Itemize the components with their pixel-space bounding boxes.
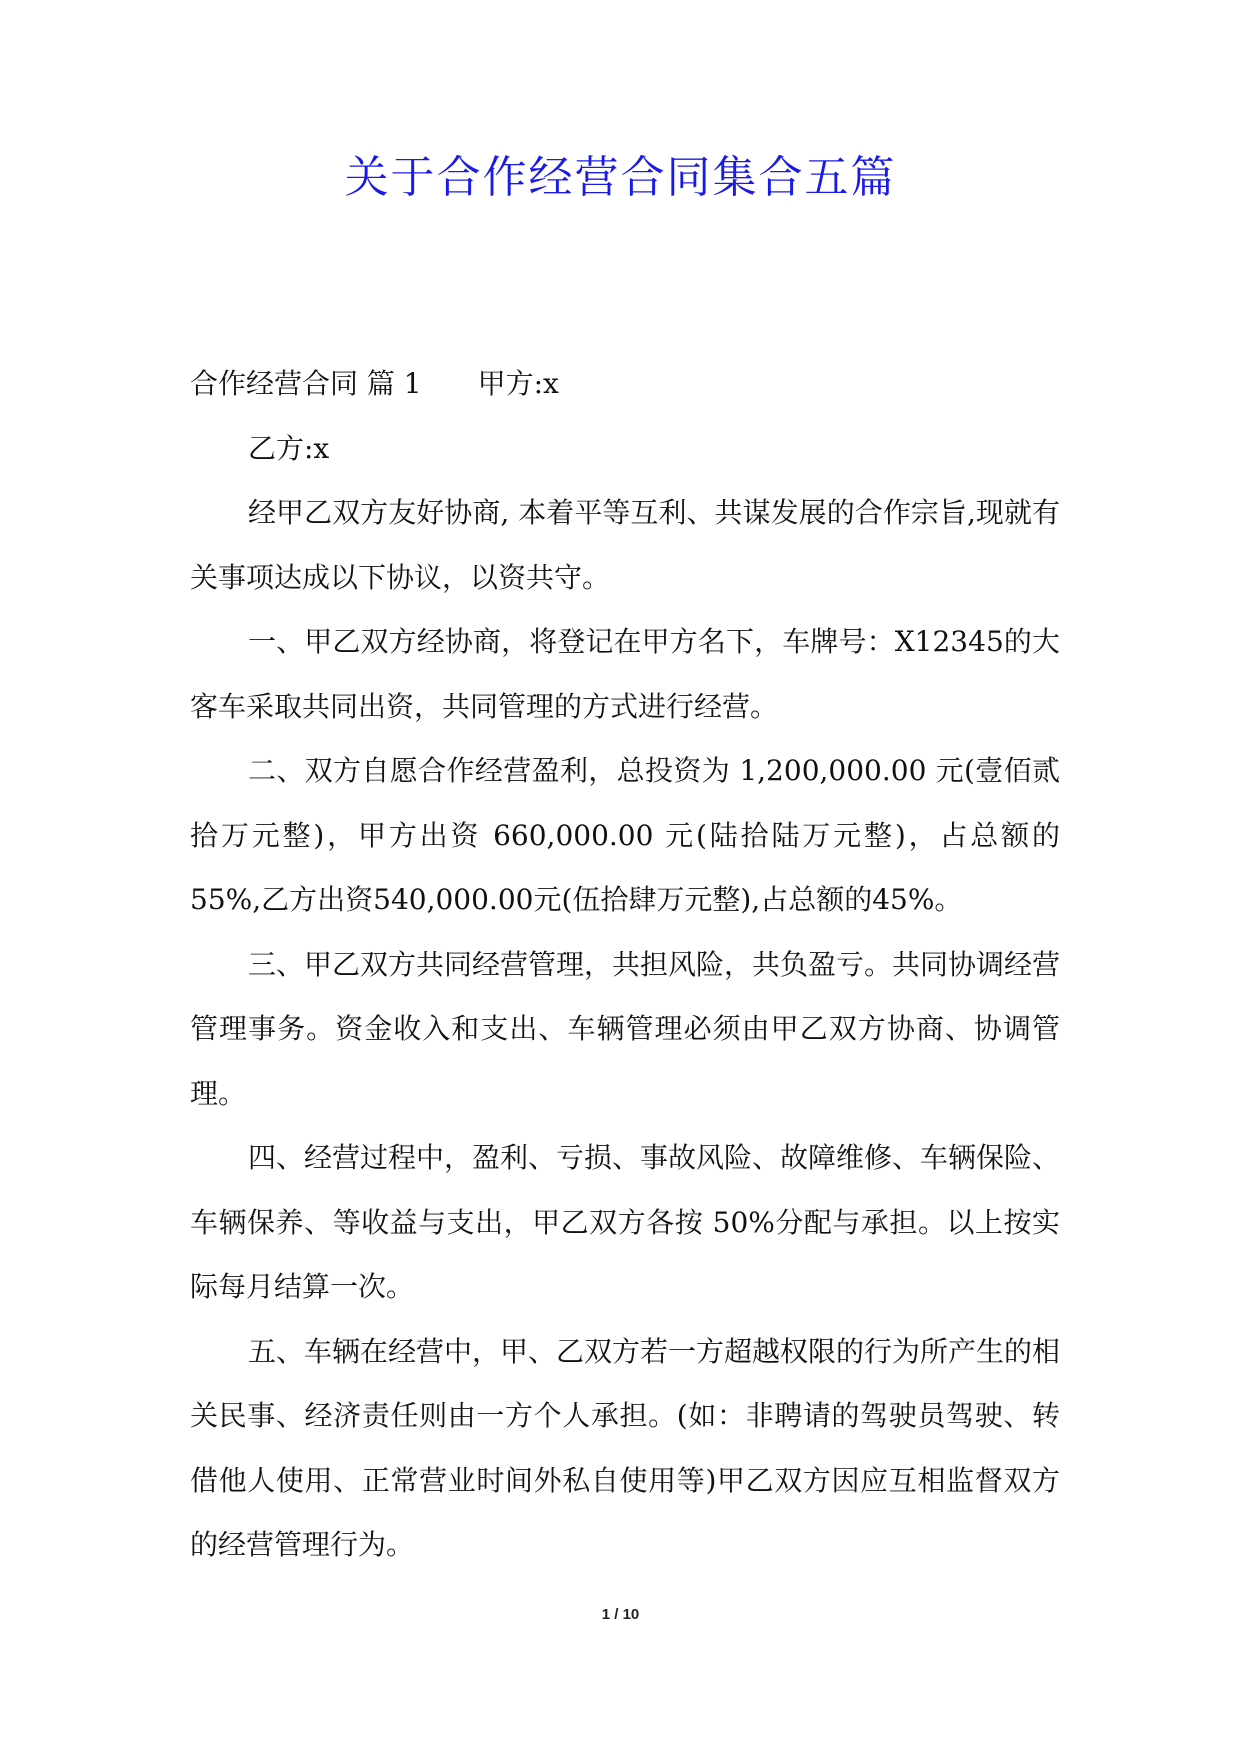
section-heading-line xyxy=(190,352,1060,417)
document-body xyxy=(190,352,1060,1578)
page-number: 1 / 10 xyxy=(601,1606,640,1623)
paragraph-preamble: 经甲乙双方友好协商, 本着平等互利、共谋发展的合作宗旨,现就有关事项达成以下协议，以资共守。 xyxy=(190,496,1060,594)
paragraph-clause-3: 三、甲乙双方共同经营管理，共担风险，共负盈亏。共同协调经营管理事务。资金收入和支出、车辆管理必须由甲乙双方协商、协调管理。 xyxy=(190,947,1061,1110)
document-title: 关于合作经营合同集合五篇 xyxy=(344,152,897,203)
paragraph-clause-2: 二、双方自愿合作经营盈利，总投资为 1,200,000.00 元(壹佰贰拾万元整)，甲方出资 660,000.00 元(陆拾陆万元整)，占总额的55%,乙方出资540,000.00元(伍拾肆万元整),占总额的45%。 xyxy=(190,754,1060,916)
paragraph-clause-1: 一、甲乙双方经协商，将登记在甲方名下，车牌号：X12345的大客车采取共同出资，共同管理的方式进行经营。 xyxy=(190,625,1060,723)
party-a-label: 甲方:x xyxy=(477,367,559,400)
paragraph-clause-5: 五、车辆在经营中，甲、乙双方若一方超越权限的行为所产生的相关民事、经济责任则由一方个人承担。(如：非聘请的驾驶员驾驶、转借他人使用、正常营业时间外私自使用等)甲乙双方因应互相监督双方的经营管理行为。 xyxy=(190,1334,1061,1561)
paragraph-clause-4: 四、经营过程中，盈利、亏损、事故风险、故障维修、车辆保险、车辆保养、等收益与支出，甲乙双方各按 50%分配与承担。以上按实际每月结算一次。 xyxy=(190,1141,1061,1303)
paragraph-party-b: 乙方:x xyxy=(248,431,330,465)
section-label: 合作经营合同 篇 1 xyxy=(190,367,422,400)
